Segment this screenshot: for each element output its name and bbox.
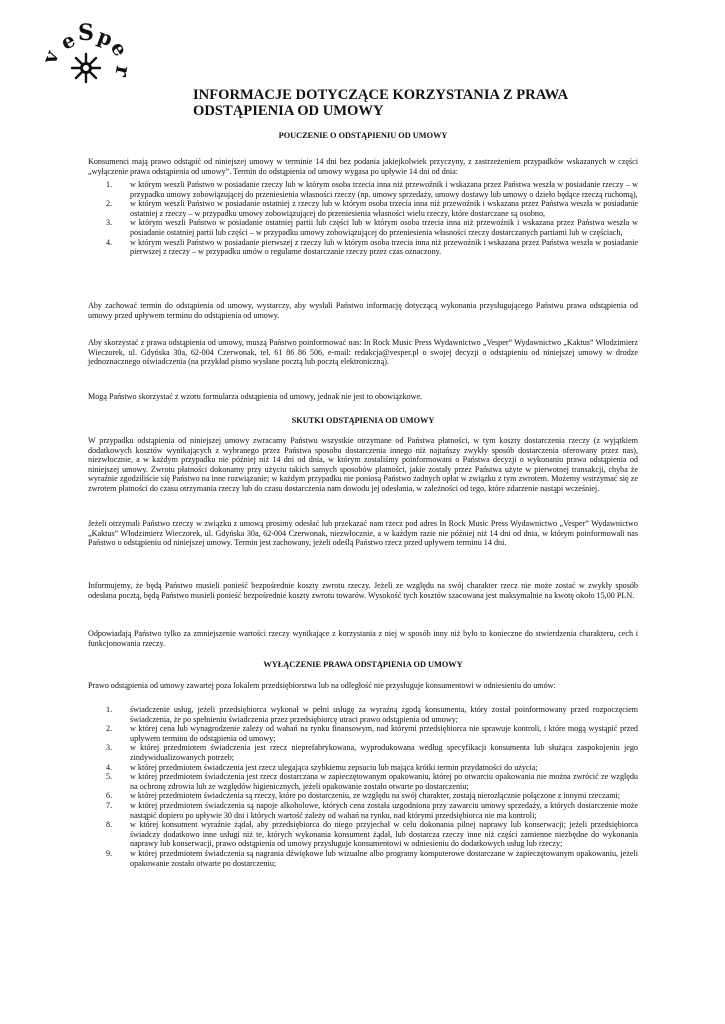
svg-text:p: p xyxy=(94,23,116,52)
list-item: 6. w której przedmiotem świadczenia są rzeczy, które po dostarczeniu, ze względu na swój charakter, zostają nierozłącznie połączone z innymi rzeczami; xyxy=(106,791,621,801)
title-line-2: ODSTĄPIENIA OD UMOWY xyxy=(193,103,384,119)
list-item: 2. w którym weszli Państwo w posiadanie ostatniej z rzeczy lub w którym osoba trzecia inna niż przewoźnik i wskazana przez Państwa weszła w posiadanie ostatniej z rzeczy – w przypadku umowy zobowiązującej do przeniesienia własności wielu rzeczy, które dostarczane są osobno, xyxy=(106,199,638,218)
list-item: 3. w której przedmiotem świadczenia jest rzecz nieprefabrykowana, wyprodukowana według specyfikacji konsumenta lub służąca zaspokojeniu jego zindywidualizowanych potrzeb; xyxy=(106,743,638,762)
svg-text:S: S xyxy=(78,20,94,46)
vesper-logo xyxy=(37,20,138,88)
svg-text:r: r xyxy=(110,64,136,79)
list-item: 5. w której przedmiotem świadczenia jest rzecz dostarczana w zapieczętowanym opakowaniu, której po otwarciu opakowania nie można zwrócić ze względu na ochronę zdrowia lub ze względów higienicznych, jeżeli opakowanie zostało otwarte po dostarczeniu; xyxy=(106,772,638,791)
s1-form-note: Mogą Państwo skorzystać z wzoru formularza odstąpienia od umowy, jednak nie jest to obowiązkowe. xyxy=(88,392,423,401)
s1-after: Aby zachować termin do odstąpienia od umowy, wystarczy, aby wysłali Państwo informację dotyczącą wykonania przysługującego Państwu prawa odstąpienia od umowy przed upływem terminu do odstąpienia od umowy. xyxy=(88,301,638,320)
list-item: 1. w którym weszli Państwo w posiadanie rzeczy lub w którym osoba trzecia inna niż przewoźnik i wskazana przez Państwa weszła w posiadanie rzeczy – w przypadku umowy zobowiązującej do przeniesienia własności rzeczy (np. umowy sprzedaży, umowy dostawy lub umowy o dzieło będące rzeczą ruchomą), xyxy=(106,180,638,199)
list-item: 2. w której cena lub wynagrodzenie zależy od wahań na rynku finansowym, nad którymi przedsiębiorca nie sprawuje kontroli, i które mogą wystąpić przed upływem terminu do odstąpienia od umowy; xyxy=(106,724,638,743)
list-item: 3. w którym weszli Państwo w posiadanie ostatniej partii lub części lub w którym osoba trzecia inna niż przewoźnik i wskazana przez Państwa weszła w posiadanie ostatniej partii lub części – w przypadku umowy zobowiązującej do przeniesienia własności rzeczy dostarczanych partiami lub w częściach, xyxy=(106,218,638,237)
list-item: 4. w którym weszli Państwo w posiadanie pierwszej z rzeczy lub w którym osoba trzecia inna niż przewoźnik i wskazana przez Państwa weszła w posiadanie pierwszej z rzeczy – w przypadku umów o regularne dostarczanie rzeczy przez czas oznaczony. xyxy=(106,237,638,257)
list-item: 8. w której konsument wyraźnie żądał, aby przedsiębiorca do niego przyjechał w celu dokonania pilnej naprawy lub konserwacji; jeżeli przedsiębiorca świadczy dodatkowo inne usługi niż te, których wykonania konsument żądał, lub dostarcza rzeczy inne niż części zamienne niezbędne do wykonania naprawy lub konserwacji, prawo odstąpienia od umowy przysługuje konsumentowi w odniesieniu do dodatkowych usług lub rzeczy; xyxy=(106,820,638,849)
section-heading-skutki: SKUTKI ODSTĄPIENIA OD UMOWY xyxy=(291,416,435,425)
s2-p1: W przypadku odstąpienia od niniejszej umowy zwracamy Państwu wszystkie otrzymane od Państwa płatności, w tym koszty dostarczenia rzeczy (z wyjątkiem dodatkowych kosztów wynikających z wybranego przez Państwa sposobu dostarczenia innego niż najtańszy zwykły sposób dostarczenia oferowany przez nas), niezwłocznie, a w każdym przypadku nie później niż 14 dni od dnia, w którym zostaliśmy poinformowani o Państwa decyzji o wykonaniu prawa odstąpienia od niniejszej umowy. Zwrotu płatności dokonamy przy użyciu takich samych sposobów płatności, jakie zostały przez Państwa użyte w pierwotnej transakcji, chyba że wyraźnie zgodziliście się Państwo na inne rozwiązanie; w każdym przypadku nie poniosą Państwo żadnych opłat w związku z tym zwrotem. Możemy wstrzymać się ze zwrotem płatności do czasu otrzymania rzeczy lub do czasu dostarczenia nam dowodu jej odesłania, w zależności od tego, które zdarzenie nastąpi wcześniej. xyxy=(88,436,638,493)
svg-text:e: e xyxy=(57,27,79,55)
title-line-1: INFORMACJE DOTYCZĄCE KORZYSTANIA Z PRAWA xyxy=(193,87,569,103)
section-heading-wylaczenie: WYŁĄCZENIE PRAWA ODSTĄPIENIA OD UMOWY xyxy=(263,660,463,669)
svg-text:e: e xyxy=(105,37,133,61)
s3-list xyxy=(88,705,638,868)
list-item: 4. w której przedmiotem świadczenia jest rzecz ulegająca szybkiemu zepsuciu lub mająca krótki termin przydatności do użycia; xyxy=(106,762,538,772)
list-item: 9. w której przedmiotem świadczenia są nagrania dźwiękowe lub wizualne albo programy komputerowe dostarczane w zapieczętowanym opakowaniu, jeżeli opakowanie zostało otwarte po dostarczeniu; xyxy=(106,848,638,868)
s1-intro: Konsumenci mają prawo odstąpić od niniejszej umowy w terminie 14 dni bez podania jakiejkolwiek przyczyny, z zastrzeżeniem przypadków wskazanych w części „wyłączenie prawa odstąpienia od umowy”. Termin do odstąpienia od umowy wygasa po upływie 14 dni od dnia: xyxy=(88,157,638,176)
svg-text:v: v xyxy=(37,47,64,67)
s1-list xyxy=(88,180,638,257)
list-item: 7. w której przedmiotem świadczenia są napoje alkoholowe, których cena została uzgodniona przy zawarciu umowy sprzedaży, a których dostarczenie może nastąpić dopiero po upływie 30 dni i których wartość zależy od wahań na rynku, nad którymi przedsiębiorca nie ma kontroli; xyxy=(106,800,638,820)
document-title xyxy=(193,87,613,119)
s3-intro: Prawo odstąpienia od umowy zawartej poza lokalem przedsiębiorstwa lub na odległość nie przysługuje konsumentowi w odniesieniu do umów: xyxy=(88,681,556,690)
s1-contact: Aby skorzystać z prawa odstąpienia od umowy, muszą Państwo poinformować nas: In Rock Music Press Wydawnictwo „Vesper” Wydawnictwo „Kaktus” Włodzimierz Wieczorek, ul. Gdyńska 30a, 62-004 Czerwonak, tel. 61 86 86 506, e-mail: redakcja@vesper.pl o swojej decyzji o odstąpieniu od niniejszej umowy w drodze jednoznacznego oświadczenia (na przykład pismo wysłane pocztą lub pocztą elektroniczną). xyxy=(88,338,638,367)
list-item: 1. świadczenie usług, jeżeli przedsiębiorca wykonał w pełni usługę za wyraźną zgodą konsumenta, który został poinformowany przed rozpoczęciem świadczenia, że po spełnieniu świadczenia przez przedsiębiorcę utraci prawo odstąpienia od umowy; xyxy=(106,705,638,724)
section-heading-pouczenie: POUCZENIE O ODSTĄPIENIU OD UMOWY xyxy=(278,131,448,140)
s2-p3: Informujemy, że będą Państwo musieli ponieść bezpośrednie koszty zwrotu rzeczy. Jeżeli ze względu na swój charakter rzecz nie może zostać w zwykły sposób odesłana pocztą, będą Państwo musieli ponieść bezpośrednie koszty zwrotu towarów. Wysokość tych kosztów szacowana jest maksymalnie na kwotę około 15,00 PLN. xyxy=(88,581,638,600)
s2-p4: Odpowiadają Państwo tylko za zmniejszenie wartości rzeczy wynikające z korzystania z niej w sposób inny niż było to konieczne do stwierdzenia charakteru, cech i funkcjonowania rzeczy. xyxy=(88,629,638,648)
s2-p2: Jeżeli otrzymali Państwo rzeczy w związku z umową prosimy odesłać lub przekazać nam rzecz pod adres In Rock Music Press Wydawnictwo „Vesper” Wydawnictwo „Kaktus” Włodzimierz Wieczorek, ul. Gdyńska 30a, 62-004 Czerwonak, niezwłocznie, a w każdym razie nie później niż 14 dni od dnia, w którym poinformowali nas Państwo o odstąpieniu od niniejszej umowy. Termin jest zachowany, jeżeli odeślą Państwo rzecz przed upływem terminu 14 dni. xyxy=(88,519,638,548)
